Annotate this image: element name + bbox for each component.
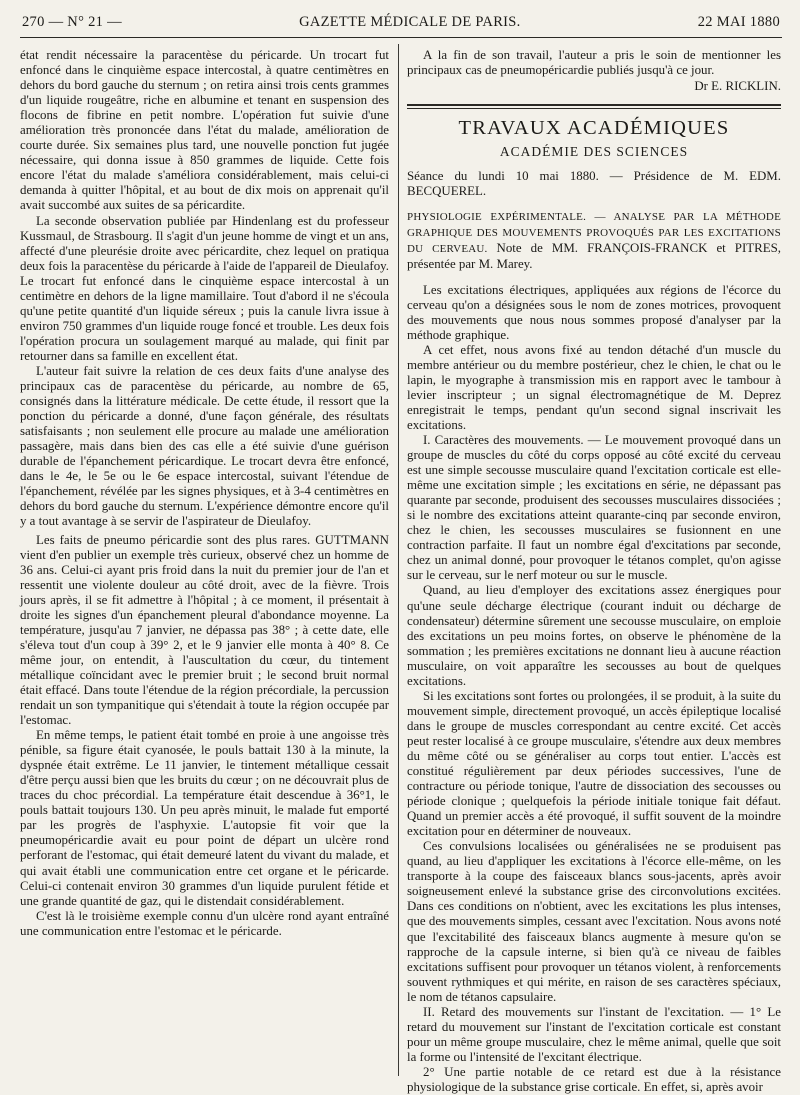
academy-title: ACADÉMIE DES SCIENCES xyxy=(499,144,689,160)
section-rule-thick xyxy=(407,104,781,106)
paragraph: Les faits de pneumo péricardie sont des plus rares. GUTTMANN vient d'en publier un exemple très curieux, observé chez un homme de 36 ans. Celui-ci ayant pris froid dans la nuit du premier jour de l'an et ressentit une violente douleur au côté droit, avec de la fièvre. Trois jours après, il se fit admettre à l'hôpital ; à ce moment, il présentait à droite les signes d'un épanchement pleural d'abondance moyenne. La température, jusqu'au 7 janvier, ne dépassa pas 38° ; à cette date, elle s'éleva tout d'un coup à 39° 2, et le 9 janvier elle monta à 40° 8. Ce même jour, on entendit, à l'auscultation du cœur, du tintement métallique coïncidant avec le premier bruit ; le second bruit normal était effacé. Dans toute l'étendue de la région précordiale, la percussion rendait un son tympanitique qui s'étendait à toute la région occupée par l'estomac. xyxy=(20,532,389,728)
column-divider xyxy=(398,44,399,1076)
article-heading xyxy=(407,209,781,272)
paragraph: A cet effet, nous avons fixé au tendon détaché d'un muscle du membre antérieur ou du membre postérieur, chez le chien, le chat ou le lapin, le myographe à transmission mis en rapport avec le tambour à levier inscripteur ; un signal électromagnétique de M. Deprez enregistrait le temps, pendant qu'un second signal inscrivait les excitations. xyxy=(407,342,781,432)
right-column xyxy=(407,48,782,1094)
left-column xyxy=(20,48,389,1074)
page-number: 270 — N° 21 — xyxy=(22,14,122,30)
paragraph: L'auteur fait suivre la relation de ces deux faits d'une analyse des principaux cas de paracentèse du péricarde, au nombre de 65, consignés dans la littérature médicale. De cette étude, il ressort que la ponction du péricarde a donné, d'une façon générale, des résultats satisfaisants ; non seulement elle procure au malade une amélioration passagère, mais dans bien des cas elle a été suivie d'une guérison durable de l'épanchement péricardique. Le trocart devra être enfoncé, dans le 4e, le 5e ou le 6e espace intercostal, suivant l'étendue de l'épanchement, révélée par les signes physiques, et à 3-4 centimètres en dehors du bord gauche du sternum. L'expérience démontre encore qu'il y a tout avantage à se servir de l'aspirateur de Dieulafoy. xyxy=(20,363,389,529)
header-rule xyxy=(20,37,782,38)
article-note: Note de MM. FRANÇOIS-FRANCK et PITRES, présentée par M. Marey. xyxy=(407,241,782,272)
paragraph: II. Retard des mouvements sur l'instant de l'excitation. — 1° Le retard du mouvement sur l'instant de l'excitation corticale est constant pour un même groupe musculaire, chez le même animal, quelle que soit la forme ou l'intensité de l'excitant électrique. xyxy=(407,1004,781,1064)
closing-paragraph: A la fin de son travail, l'auteur a pris le soin de mentionner les principaux cas de pneumopéricardie publiés jusqu'à ce jour. xyxy=(407,48,781,78)
paragraph: Quand, au lieu d'employer des excitations assez énergiques pour qu'une seule décharge électrique (courant induit ou décharge de condensateur) détermine sûrement une secousse musculaire, on emploie des excitations un peu moins fortes, on observe le phénomène de la sommation ; les premières excitations ne donnant lieu à aucune réaction musculaire, on voit apparaître les secousses au bout de quelques excitations. xyxy=(407,583,781,688)
running-head xyxy=(22,14,780,36)
paragraph: C'est là le troisième exemple connu d'un ulcère rond ayant entraîné une communication entre l'estomac et le péricarde. xyxy=(20,908,389,938)
issue-date: 22 MAI 1880 xyxy=(697,14,780,30)
paragraph: Si les excitations sont fortes ou prolongées, il se produit, à la suite du mouvement simple, directement provoqué, un accès épileptique localisé dans le groupe de muscles correspondant au centre excité. Cet accès peut rester localisé à ce groupe musculaire, s'étendre aux deux membres du même côté ou se généraliser au corps tout entier. L'accès est constitué régulièrement par deux périodes successives, l'une de contracture ou période tonique, l'autre de dissociation des secousses ou période clonique ; quelquefois la période initiale tonique fait défaut. Quand un premier accès a été provoqué, il suffit souvent de la moindre excitation pour en déterminer de nouveaux. xyxy=(407,688,781,839)
author-signature: Dr E. RICKLIN. xyxy=(694,79,781,94)
paragraph: I. Caractères des mouvements. — Le mouvement provoqué dans un groupe de muscles du côté du corps opposé au côté excité du cerveau est une simple secousse musculaire quand l'excitation corticale est elle-même une excitation simple ; les excitations en série, ne dépassant pas quarante par seconde, produisent des secousses musculaires dissociées ; si le nombre des excitations atteint quarante-cinq par seconde environ, chez le chien, les secousses musculaires se fusionnent en une contraction parfaite. Il faut un nombre égal d'excitations par seconde, chez un animal donné, pour provoquer le tétanos complet, qu'on agisse sur le cerveau, sur le nerf moteur ou sur le muscle. xyxy=(407,432,781,583)
section-title: TRAVAUX ACADÉMIQUES xyxy=(458,117,730,140)
paragraph: 2° Une partie notable de ce retard est due à la résistance physiologique de la substance grise corticale. En effet, si, après avoir xyxy=(407,1064,781,1094)
paragraph: La seconde observation publiée par Hindenlang est du professeur Kussmaul, de Strasbourg. Il s'agit d'un jeune homme de vingt et un ans, affecté d'une pleurésie droite avec péricardite, chez lequel on pratiqua deux fois la paracentèse du péricarde à l'aide de l'appareil de Dieulafoy. Le trocart fut enfoncé dans le cinquième espace intercostal à un centimètre en dehors de la ligne mamillaire. Tout d'abord il ne s'écoula qu'une petite quantité d'un liquide séreux ; puis la canule livra issue à environ 750 grammes d'un liquide rouge foncé et trouble. Les deux fois l'opération procura un soulagement marqué au malade, qui finit par retourner dans sa famille en excellent état. xyxy=(20,213,389,363)
article-label: PHYSIOLOGIE EXPÉRIMENTALE. — ANALYSE PAR LA MÉTHODE GRAPHIQUE DES MOUVEMENTS PROVOQUÉS PAR LES EXCITATIONS DU CERVEAU. xyxy=(407,211,781,256)
paragraph: Les excitations électriques, appliquées aux régions de l'écorce du cerveau qu'on a désignées sous le nom de zones motrices, provoquent des mouvements que nous nous sommes proposé d'analyser par la méthode graphique. xyxy=(407,282,781,342)
section-rule-thin xyxy=(407,108,781,109)
journal-title: GAZETTE MÉDICALE DE PARIS. xyxy=(299,14,521,30)
paragraph: état rendit nécessaire la paracentèse du péricarde. Un trocart fut enfoncé dans le cinquième espace intercostal, à quatre centimètres en dehors du bord gauche du sternum ; on retira ainsi trois cents grammes d'un liquide rougeâtre, riche en albumine et tenant en suspension des flocons de fibrine en petit nombre. L'opération fut suivie d'une amélioration très prononcée dans l'état du malade, amélioration de courte durée. Six semaines plus tard, une nouvelle ponction fut jugée nécessaire, qui donna issue à 850 grammes de liquide. Cette fois encore l'état du malade s'améliora considérablement, mais celui-ci demanda à quitter l'hôpital, et au bout de dix mois on apprenait qu'il avait succombé aux suites de sa péricardite. xyxy=(20,48,389,213)
session-line: Séance du lundi 10 mai 1880. — Présidence de M. EDM. BECQUEREL. xyxy=(407,169,781,199)
paragraph: Ces convulsions localisées ou généralisées ne se produisent pas quand, au lieu d'appliquer les excitations à l'écorce elle-même, on les transporte à la coupe des faisceaux blancs sous-jacents, après avoir soigneusement enlevé la substance grise des circonvolutions excitées. Dans ces conditions on n'obtient, avec les excitations les plus intenses, que des mouvements simples, cessant avec l'excitation. Nous avons noté que l'excitabilité des faisceaux blancs augmente à mesure qu'on se rapproche de la capsule interne, si bien qu'à ce niveau de faibles excitations suffisent pour provoquer un tétanos violent, à renforcements souvent rythmiques et qui mérite, en raison de ses caractères spéciaux, le nom de tétanos capsulaire. xyxy=(407,839,781,1004)
paragraph: En même temps, le patient était tombé en proie à une angoisse très pénible, sa figure était cyanosée, le pouls battait 130 à la minute, la dyspnée était extrême. Le 11 janvier, le tintement métallique cessait d'être perçu aussi bien que les bruits du cœur ; on ne découvrait plus de traces du choc précordial. La température était descendue à 36°1, le pouls battait toujours 130. Un peu après minuit, le malade fut emporté par les progrès de l'asphyxie. L'autopsie fit voir que la pneumopéricardie avait eu pour point de départ un ulcère rond perforant de l'estomac, qui était demeuré latent du vivant du malade, et qui avait établi une communication entre cet organe et le péricarde. Celui-ci contenait environ 30 grammes d'un liquide purulent fétide et une grande quantité de gaz, qui le distendait considérablement. xyxy=(20,728,389,908)
